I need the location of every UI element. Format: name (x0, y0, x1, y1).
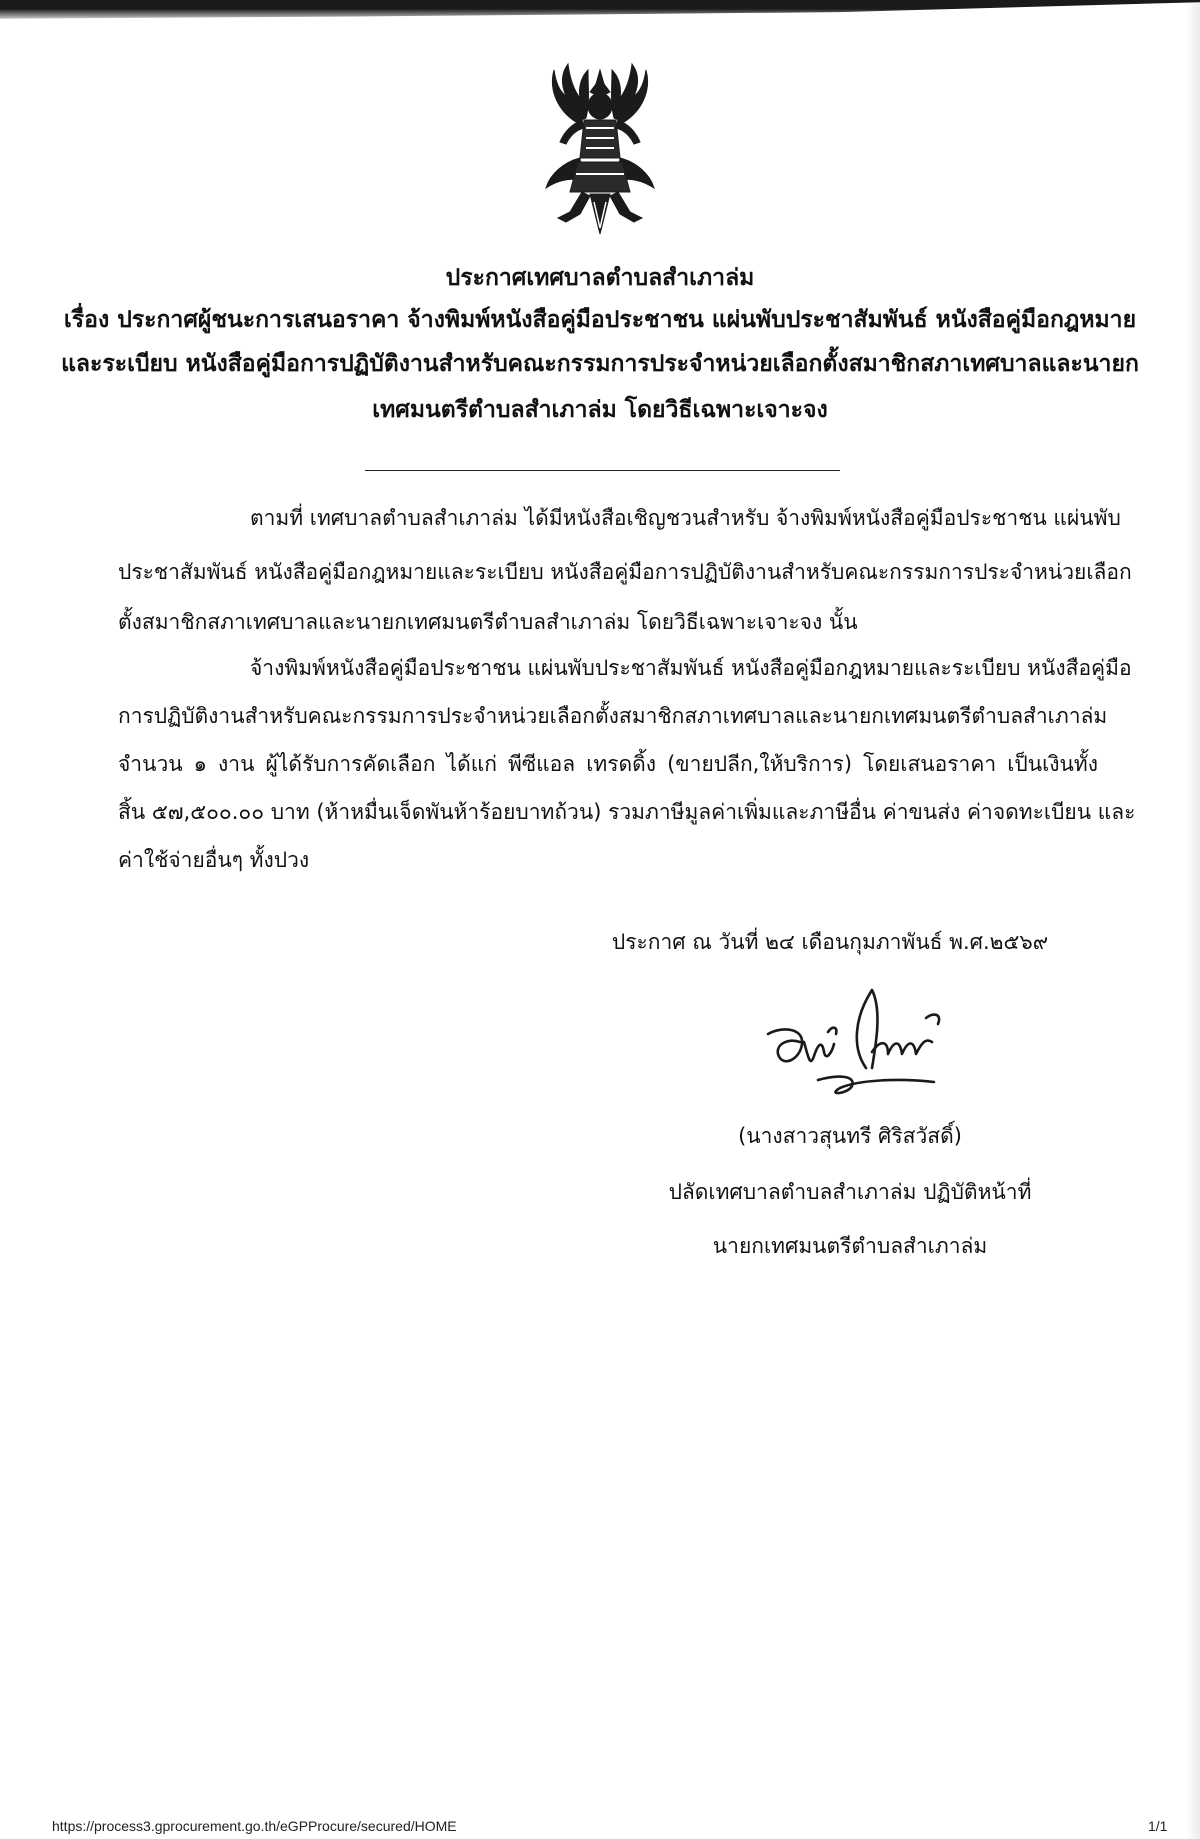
subject-line-2: และระเบียบ หนังสือคู่มือการปฏิบัติงานสำหรับคณะกรรมการประจำหน่วยเลือกตั้งสมาชิกสภาเทศบาลและนายก (61, 351, 1139, 377)
paragraph-2-line-1: จ้างพิมพ์หนังสือคู่มือประชาชน แผ่นพับประชาสัมพันธ์ หนังสือคู่มือกฎหมายและระเบียบ หนังสือคู่มือ (250, 656, 1132, 680)
handwritten-signature (748, 982, 978, 1102)
paragraph-2-line-5: ค่าใช้จ่ายอื่นๆ ทั้งปวง (118, 848, 310, 872)
divider-line (365, 470, 840, 471)
paragraph-1-line-1: ตามที่ เทศบาลตำบลสำเภาล่ม ได้มีหนังสือเชิญชวนสำหรับ จ้างพิมพ์หนังสือคู่มือประชาชน แผ่นพับ (250, 506, 1121, 530)
page-indicator: 1/1 (1148, 1818, 1168, 1834)
paragraph-2-line-3: จำนวน ๑ งาน ผู้ได้รับการคัดเลือก ได้แก่ พีซีแอล เทรดดิ้ง (ขายปลีก,ให้บริการ) โดยเสนอราคา เป็นเงินทั้ง (118, 752, 1098, 776)
paragraph-2-line-2: การปฏิบัติงานสำหรับคณะกรรมการประจำหน่วยเลือกตั้งสมาชิกสภาเทศบาลและนายกเทศมนตรีตำบลสำเภาล่ม (118, 704, 1108, 728)
paragraph-2-line-4: สิ้น ๕๗,๕๐๐.๐๐ บาท (ห้าหมื่นเจ็ดพันห้าร้อยบาทถ้วน) รวมภาษีมูลค่าเพิ่มและภาษีอื่น ค่าขนส่ง ค่าจดทะเบียน และ (118, 800, 1136, 824)
garuda-emblem-icon (520, 62, 680, 240)
subject-line-3: เทศมนตรีตำบลสำเภาล่ม โดยวิธีเฉพาะเจาะจง (372, 397, 828, 423)
scan-shadow-top (0, 0, 1200, 22)
paragraph-1-line-3: ตั้งสมาชิกสภาเทศบาลและนายกเทศมนตรีตำบลสำเภาล่ม โดยวิธีเฉพาะเจาะจง นั้น (118, 610, 858, 634)
agency-title: ประกาศเทศบาลตำบลสำเภาล่ม (445, 265, 755, 291)
signatory-name: (นางสาวสุนทรี ศิริสวัสดิ์) (738, 1124, 962, 1148)
paragraph-1-line-2: ประชาสัมพันธ์ หนังสือคู่มือกฎหมายและระเบียบ หนังสือคู่มือการปฏิบัติงานสำหรับคณะกรรมการประจำหน่วยเลือก (118, 560, 1132, 584)
signatory-position-line-1: ปลัดเทศบาลตำบลสำเภาล่ม ปฏิบัติหน้าที่ (668, 1180, 1032, 1204)
scan-shadow-right (1186, 0, 1200, 1839)
subject-line-1: เรื่อง ประกาศผู้ชนะการเสนอราคา จ้างพิมพ์หนังสือคู่มือประชาชน แผ่นพับประชาสัมพันธ์ หนังสือคู่มือกฎหมาย (63, 307, 1137, 333)
signatory-position-line-2: นายกเทศมนตรีตำบลสำเภาล่ม (712, 1234, 988, 1258)
footer-url: https://process3.gprocurement.go.th/eGPProcure/secured/HOME (52, 1818, 457, 1834)
announcement-date: ประกาศ ณ วันที่ ๒๔ เดือนกุมภาพันธ์ พ.ศ.๒๕๖๙ (611, 930, 1049, 954)
